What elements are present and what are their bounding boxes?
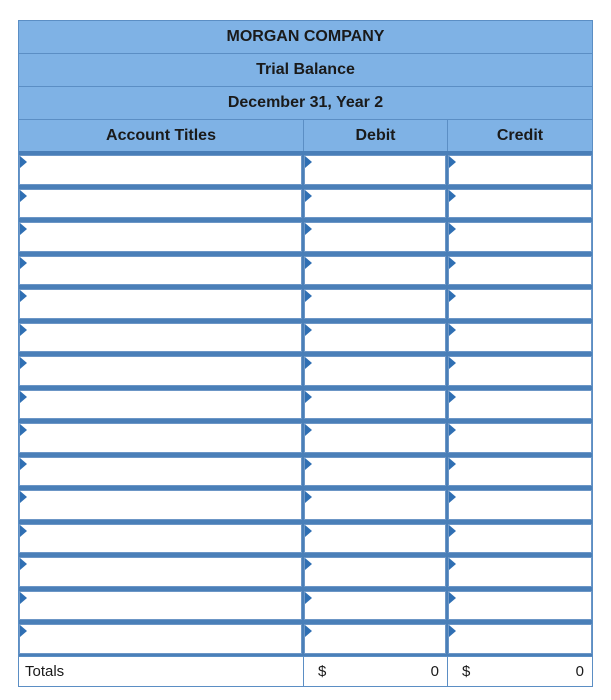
table-row: [19, 354, 592, 388]
totals-row: [19, 656, 592, 686]
debit-amount-cell[interactable]: [304, 524, 446, 554]
credit-amount-input[interactable]: [449, 592, 591, 620]
credit-amount-input[interactable]: [449, 290, 591, 318]
account-title-cell[interactable]: [19, 490, 302, 520]
credit-amount-input[interactable]: [449, 391, 591, 419]
account-title-input[interactable]: [20, 491, 301, 519]
credit-amount-input[interactable]: [449, 223, 591, 251]
account-title-input[interactable]: [20, 223, 301, 251]
account-title-cell[interactable]: [19, 222, 302, 252]
table-row: [19, 555, 592, 589]
credit-amount-cell[interactable]: [448, 490, 592, 520]
debit-amount-cell[interactable]: [304, 423, 446, 453]
debit-amount-cell[interactable]: [304, 457, 446, 487]
table-row: [19, 187, 592, 221]
credit-amount-cell[interactable]: [448, 524, 592, 554]
table-row: [19, 287, 592, 321]
credit-amount-cell[interactable]: [448, 557, 592, 587]
account-title-input[interactable]: [20, 424, 301, 452]
debit-amount-cell[interactable]: [304, 390, 446, 420]
debit-amount-input[interactable]: [305, 190, 445, 218]
credit-amount-cell[interactable]: [448, 289, 592, 319]
debit-amount-cell[interactable]: [304, 490, 446, 520]
credit-amount-cell[interactable]: [448, 256, 592, 286]
entry-rows: [19, 153, 592, 656]
credit-amount-input[interactable]: [449, 625, 591, 653]
table-row: [19, 388, 592, 422]
credit-amount-input[interactable]: [449, 424, 591, 452]
debit-amount-cell[interactable]: [304, 256, 446, 286]
debit-amount-cell[interactable]: [304, 557, 446, 587]
table-row: [19, 321, 592, 355]
account-title-input[interactable]: [20, 156, 301, 184]
debit-amount-input[interactable]: [305, 257, 445, 285]
table-row: [19, 522, 592, 556]
credit-amount-input[interactable]: [449, 257, 591, 285]
account-title-input[interactable]: [20, 525, 301, 553]
debit-amount-cell[interactable]: [304, 591, 446, 621]
credit-amount-input[interactable]: [449, 525, 591, 553]
account-title-cell[interactable]: [19, 557, 302, 587]
debit-amount-cell[interactable]: [304, 624, 446, 654]
account-title-cell[interactable]: [19, 323, 302, 353]
credit-total: [448, 657, 592, 686]
credit-total-value: 0: [575, 662, 584, 680]
credit-amount-cell[interactable]: [448, 189, 592, 219]
debit-amount-input[interactable]: [305, 223, 445, 251]
debit-amount-input[interactable]: [305, 357, 445, 385]
table-row: [19, 589, 592, 623]
account-title-input[interactable]: [20, 391, 301, 419]
company-name: MORGAN COMPANY: [19, 21, 592, 54]
debit-amount-cell[interactable]: [304, 289, 446, 319]
credit-amount-input[interactable]: [449, 190, 591, 218]
credit-amount-input[interactable]: [449, 156, 591, 184]
debit-amount-cell[interactable]: [304, 323, 446, 353]
debit-amount-input[interactable]: [305, 625, 445, 653]
account-title-cell[interactable]: [19, 624, 302, 654]
debit-amount-input[interactable]: [305, 525, 445, 553]
table-row: [19, 254, 592, 288]
debit-amount-cell[interactable]: [304, 356, 446, 386]
account-title-input[interactable]: [20, 558, 301, 586]
debit-amount-input[interactable]: [305, 391, 445, 419]
account-title-cell[interactable]: [19, 524, 302, 554]
debit-total: [304, 657, 448, 686]
table-row: [19, 153, 592, 187]
account-title-input[interactable]: [20, 290, 301, 318]
credit-amount-cell[interactable]: [448, 356, 592, 386]
account-title-cell[interactable]: [19, 189, 302, 219]
account-title-cell[interactable]: [19, 457, 302, 487]
account-title-cell[interactable]: [19, 390, 302, 420]
credit-amount-cell[interactable]: [448, 323, 592, 353]
credit-amount-cell[interactable]: [448, 155, 592, 185]
debit-amount-cell[interactable]: [304, 155, 446, 185]
credit-amount-cell[interactable]: [448, 390, 592, 420]
table-row: [19, 220, 592, 254]
account-title-cell[interactable]: [19, 356, 302, 386]
credit-amount-input[interactable]: [449, 357, 591, 385]
debit-amount-input[interactable]: [305, 324, 445, 352]
column-header-account-titles: Account Titles: [19, 120, 304, 151]
table-row: [19, 622, 592, 656]
credit-amount-cell[interactable]: [448, 591, 592, 621]
totals-label: Totals: [19, 657, 304, 686]
credit-amount-cell[interactable]: [448, 624, 592, 654]
debit-amount-cell[interactable]: [304, 222, 446, 252]
account-title-input[interactable]: [20, 357, 301, 385]
debit-amount-input[interactable]: [305, 491, 445, 519]
debit-amount-input[interactable]: [305, 558, 445, 586]
debit-amount-input[interactable]: [305, 592, 445, 620]
account-title-cell[interactable]: [19, 256, 302, 286]
account-title-cell[interactable]: [19, 289, 302, 319]
credit-amount-cell[interactable]: [448, 457, 592, 487]
statement-title: Trial Balance: [19, 54, 592, 87]
debit-amount-cell[interactable]: [304, 189, 446, 219]
debit-total-currency: $: [318, 662, 327, 680]
debit-amount-input[interactable]: [305, 156, 445, 184]
credit-amount-input[interactable]: [449, 458, 591, 486]
column-header-debit: Debit: [304, 120, 448, 151]
debit-amount-input[interactable]: [305, 458, 445, 486]
credit-amount-input[interactable]: [449, 491, 591, 519]
account-title-input[interactable]: [20, 625, 301, 653]
credit-amount-cell[interactable]: [448, 222, 592, 252]
debit-total-value: 0: [430, 662, 439, 680]
table-row: [19, 488, 592, 522]
credit-amount-cell[interactable]: [448, 423, 592, 453]
credit-total-currency: $: [462, 662, 471, 680]
statement-date: December 31, Year 2: [19, 87, 592, 120]
column-header-credit: Credit: [496, 126, 544, 144]
account-title-input[interactable]: [20, 592, 301, 620]
debit-amount-input[interactable]: [305, 424, 445, 452]
column-header-row: [19, 120, 592, 153]
credit-amount-input[interactable]: [449, 324, 591, 352]
account-title-input[interactable]: [20, 190, 301, 218]
account-title-cell[interactable]: [19, 155, 302, 185]
account-title-cell[interactable]: [19, 591, 302, 621]
debit-amount-input[interactable]: [305, 290, 445, 318]
table-row: [19, 455, 592, 489]
credit-amount-input[interactable]: [449, 558, 591, 586]
account-title-cell[interactable]: [19, 423, 302, 453]
account-title-input[interactable]: [20, 324, 301, 352]
account-title-input[interactable]: [20, 458, 301, 486]
account-title-input[interactable]: [20, 257, 301, 285]
trial-balance-worksheet: [18, 20, 593, 687]
table-row: [19, 421, 592, 455]
